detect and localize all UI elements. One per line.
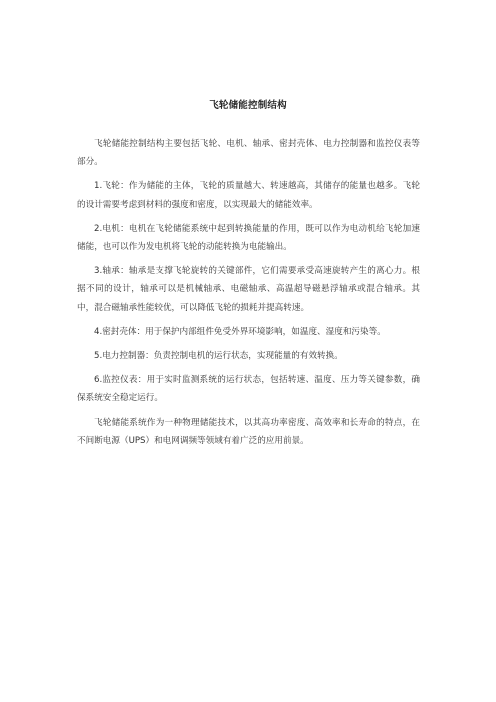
list-item-bearing: 3.轴承：轴承是支撑飞轮旋转的关键部件，它们需要承受高速旋转产生的离心力。根据不同的设计，轴承可以是机械轴承、电磁轴承、高温超导磁悬浮轴承或混合轴承。其中，混合磁轴承性能较优，可以降低飞轮的损耗并提高转速。 bbox=[77, 266, 420, 313]
list-item-monitoring: 6.监控仪表：用于实时监测系统的运行状态，包括转速、温度、压力等关键参数，确保系统安全稳定运行。 bbox=[77, 375, 420, 404]
list-item-housing: 4.密封壳体：用于保护内部组件免受外界环境影响，如温度、湿度和污染等。 bbox=[94, 326, 386, 337]
document-title: 飞轮储能控制结构 bbox=[209, 100, 287, 111]
list-item-power-controller: 5.电力控制器：负责控制电机的运行状态，实现能量的有效转换。 bbox=[94, 351, 343, 362]
intro-paragraph: 飞轮储能控制结构主要包括飞轮、电机、轴承、密封壳体、电力控制器和监控仪表等部分。 bbox=[77, 139, 420, 168]
document-body bbox=[77, 135, 420, 456]
list-item-motor: 2.电机：电机在飞轮储能系统中起到转换能量的作用，既可以作为电动机给飞轮加速储能，也可以作为发电机将飞轮的动能转换为电能输出。 bbox=[77, 223, 420, 253]
conclusion-paragraph: 飞轮储能系统作为一种物理储能技术，以其高功率密度、高效率和长寿命的特点，在不间断电源（UPS）和电网调频等领域有着广泛的应用前景。 bbox=[77, 417, 420, 446]
list-item-flywheel: 1.飞轮：作为储能的主体，飞轮的质量越大、转速越高，其储存的能量也越多。飞轮的设计需要考虑到材料的强度和密度，以实现最大的储能效率。 bbox=[77, 181, 420, 210]
